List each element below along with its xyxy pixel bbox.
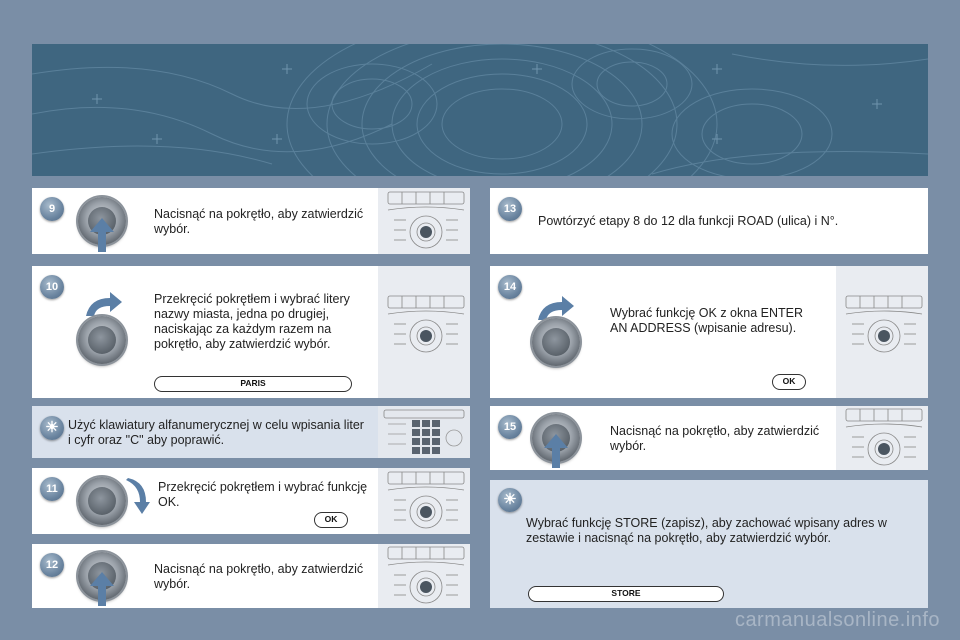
bulb-icon: ☀ (498, 488, 522, 512)
console-icon (386, 294, 466, 356)
console-icon (386, 190, 466, 252)
console-panel (378, 188, 470, 254)
step-number-badge: 14 (498, 275, 522, 299)
screen-field-ok: OK (314, 512, 348, 528)
step-15-card (490, 406, 928, 470)
console-panel (836, 266, 928, 398)
tip-text: Wybrać funkcję STORE (zapisz), aby zachować wpisany adres w zestawie i nacisnąć na pokrętło, aby zatwierdzić wybór. (526, 516, 887, 545)
keypad-panel (378, 406, 470, 458)
step-instruction: Nacisnąć na pokrętło, aby zatwierdzić wybór. (154, 562, 364, 591)
rotate-arrow-icon (124, 478, 150, 516)
console-panel (378, 266, 470, 398)
console-panel (378, 468, 470, 534)
step-instruction: Przekręcić pokrętłem i wybrać litery nazwy miasta, jedna po drugiej, naciskając za każdym razem na pokrętło, aby zatwierdzić wybór. (154, 292, 350, 351)
console-panel (378, 544, 470, 608)
screen-field-store: STORE (528, 586, 724, 602)
step-instruction: Powtórzyć etapy 8 do 12 dla funkcji ROAD (ulica) i N°. (538, 214, 839, 228)
step-number-badge: 15 (498, 415, 522, 439)
topographic-pattern (32, 44, 928, 176)
control-knob-icon (532, 318, 580, 366)
header-banner (32, 44, 928, 176)
push-arrow-icon (544, 434, 568, 468)
step-number-badge: 11 (40, 477, 64, 501)
step-number-badge: 13 (498, 197, 522, 221)
step-number-badge: 9 (40, 197, 64, 221)
step-14-card (490, 266, 928, 398)
screen-field-ok: OK (772, 374, 806, 390)
step-12-card (32, 544, 470, 608)
step-number-badge: 10 (40, 275, 64, 299)
tip-store-card (490, 480, 928, 608)
console-panel (836, 406, 928, 470)
step-11-card (32, 468, 470, 534)
console-icon (386, 545, 466, 607)
push-arrow-icon (90, 218, 114, 252)
console-icon (386, 470, 466, 532)
step-instruction: Nacisnąć na pokrętło, aby zatwierdzić wybór. (610, 424, 820, 453)
bulb-icon: ☀ (40, 416, 64, 440)
step-13-card (490, 188, 928, 254)
screen-field-paris: PARIS (154, 376, 352, 392)
console-icon (844, 407, 924, 469)
tip-text: Użyć klawiatury alfanumerycznej w celu wpisania liter i cyfr oraz "C" aby poprawić. (68, 418, 364, 447)
step-10-card (32, 266, 470, 398)
step-9-card (32, 188, 470, 254)
control-knob-icon (78, 316, 126, 364)
step-number-badge: 12 (40, 553, 64, 577)
rotate-arrow-icon (84, 290, 124, 318)
tip-keyboard-card (32, 406, 470, 458)
console-icon (844, 294, 924, 356)
watermark: carmanualsonline.info (734, 609, 940, 631)
step-instruction: Nacisnąć na pokrętło, aby zatwierdzić wybór. (154, 207, 364, 236)
step-instruction: Wybrać funkcję OK z okna ENTER AN ADDRESS (wpisanie adresu). (610, 306, 804, 335)
push-arrow-icon (90, 572, 114, 606)
control-knob-icon (78, 477, 126, 525)
step-instruction: Przekręcić pokrętłem i wybrać funkcję OK. (158, 480, 368, 509)
keypad-icon (382, 408, 466, 456)
